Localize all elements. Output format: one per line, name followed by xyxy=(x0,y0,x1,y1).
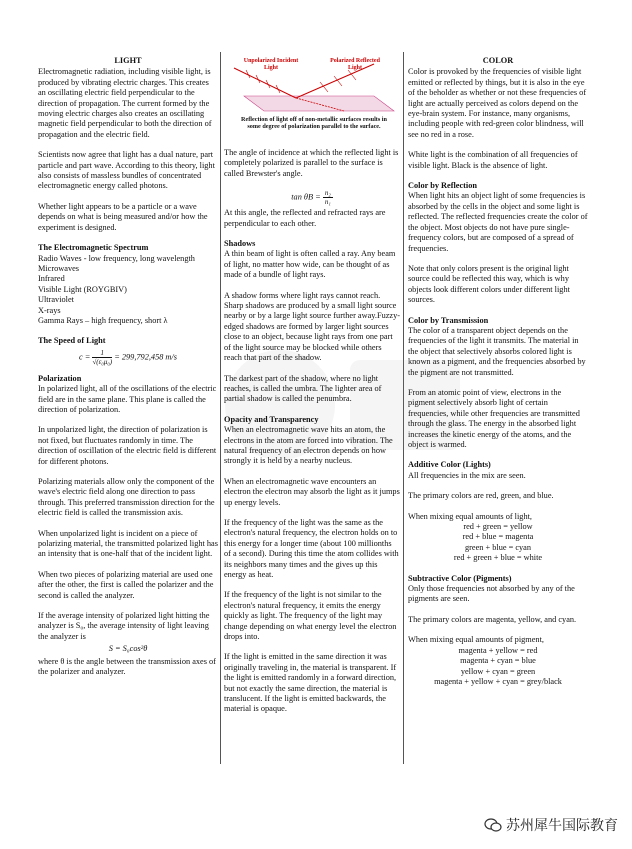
additive-paragraph-3: When mixing equal amounts of light, xyxy=(408,511,532,521)
speed-formula: c = $\frac{1}{\text{√(ε₀μ₀)}} = 299,792,458$ m/s xyxy=(79,348,177,366)
reflection-heading: Color by Reflection xyxy=(408,181,477,191)
subtractive-mix-line: magenta + cyan = blue xyxy=(460,656,536,666)
spectrum-heading: The Electromagnetic Spectrum xyxy=(38,243,149,253)
figure-label-unpolarized: Unpolarized Incident Light xyxy=(243,58,299,71)
additive-paragraph-2: The primary colors are red, green, and blue. xyxy=(408,491,554,501)
malus-formula: S = S₀cos²θ xyxy=(108,644,148,654)
subtractive-heading: Subtractive Color (Pigments) xyxy=(408,573,512,583)
additive-mix-line: red + blue = magenta xyxy=(462,532,534,542)
polarization-paragraph-2: In unpolarized light, the direction of polarization is not fixed, but fluctuates randomly in time. The direction of oscillation of the electric field is different for different photons. xyxy=(38,425,217,466)
shadows-paragraph-2: A shadow forms where light rays cannot reach. Sharp shadows are produced by a small light source nearby or by a large light source further away.Fuzzy-edged shadows are formed by larger light sources close to an object, because light rays from one part of the light source may be blocked while others reach that part of the shadow. xyxy=(224,290,401,363)
polarization-paragraph-5: When two pieces of polarizing material are used one after the other, the first is called the polarizer and the second is called the analyzer. xyxy=(38,569,214,600)
shadows-heading: Shadows xyxy=(224,239,256,249)
spectrum-item: Gamma Rays – high frequency, short λ xyxy=(38,315,168,325)
opacity-paragraph-3: If the frequency of the light was the same as the electron's natural frequency, the electron holds on to this energy for a longer time (about 100 millionths of a second). During this time the atom collides with its neighbors many times and the gives up this energy as heat. xyxy=(224,517,399,579)
figure-caption: Reflection of light off of non-metallic surfaces results in some degree of polarization parallel to the surface. xyxy=(241,116,387,131)
watermark-text: 苏州犀牛国际教育 xyxy=(506,818,618,834)
additive-heading: Additive Color (Lights) xyxy=(408,460,491,470)
subtractive-mix-line: magenta + yellow + cyan = grey/black xyxy=(434,676,562,686)
additive-mix-line: red + green = yellow xyxy=(463,522,533,532)
column-divider-2 xyxy=(403,52,404,764)
transmission-paragraph-2: From an atomic point of view, electrons in the pigment selectively absorb light of certain frequencies, while other frequencies are transmitted through the glass. The energy in the absorbed light increases the kinetic energy of the atoms, and the object is warmed. xyxy=(408,387,580,449)
polarization-heading: Polarization xyxy=(38,373,82,383)
wechat-icon xyxy=(484,818,502,832)
figure-label-polarized: Polarized Reflected Light xyxy=(330,58,380,71)
reflection-figure xyxy=(224,56,400,146)
column-polarization-shadows xyxy=(224,56,400,725)
polarization-paragraph-6: If the average intensity of polarized light hitting the analyzer is S₀, the average intensity of light leaving the analyzer is xyxy=(38,611,210,641)
subtractive-mix-line: yellow + cyan = green xyxy=(460,666,536,676)
reflection-paragraph-1: When light hits an object light of some frequencies is absorbed by the cells in the object and some light is reflected. The reflected frequencies create the color of the object. Most objects do not have pure single-frequency colors, but are composed of a spread of frequencies. xyxy=(408,191,588,253)
opacity-paragraph-2: When an electromagnetic wave encounters an electron the electron may absorb the light as it jumps up energy levels. xyxy=(224,476,400,507)
subtractive-mix-line: magenta + yellow = red xyxy=(458,645,538,655)
transmission-heading: Color by Transmission xyxy=(408,315,489,325)
color-paragraph-1: Color is provoked by the frequencies of visible light emitted or reflected by things, but it is also in the eye of the beholder as whether or not these frequencies of light are actually perceived as colors depend on the eye-brain system. For instance, many organisms, including people with red-green color blindness, will see no red in a rose. xyxy=(408,67,587,139)
subtractive-paragraph-3: When mixing equal amounts of pigment, xyxy=(408,635,544,645)
light-paragraph-2: Scientists now agree that light has a dual nature, part particle and part wave. According to this theory, light also consists of massless bundles of concentrated electromagnetic energy called photons. xyxy=(38,150,215,191)
brewster-formula: tan θB = $\frac{\text{n₂}}{\text{n₁}}$ xyxy=(291,189,331,207)
light-paragraph-1: Electromagnetic radiation, including visible light, is produced by vibrating electric charges. This creates an oscillating electric field perpendicular to the direction of propagation. The current formed by the moving electric charges also creates an oscillating magnetic field perpendicular to both the direction of propagation and the electric field. xyxy=(38,67,212,139)
transmission-paragraph-1: The color of a transparent object depends on the frequencies of the light it transmits. The material in the object that selectively absorbs colored light is known as a pigment, and the frequencies absorbed by the pigment are not transmitted. xyxy=(408,325,586,377)
opacity-paragraph-4: If the frequency of the light is not similar to the electron's natural frequency, it emits the energy quickly as light. The frequency of the light may change depending on what energy level the electron drops into. xyxy=(224,590,397,642)
polarization-paragraph-1: In polarized light, all of the oscillations of the electric field are in the same plane. This plane is called the direction of polarization. xyxy=(38,384,217,414)
subtractive-paragraph-1: Only those frequencies not absorbed by any of the pigments are seen. xyxy=(408,584,575,604)
brewster-paragraph: The angle of incidence at which the reflected light is completely polarized is parallel to the surface is called Brewster's angle. xyxy=(224,148,399,178)
additive-mix-line: green + blue = cyan xyxy=(464,542,532,552)
watermark xyxy=(484,815,618,835)
spectrum-item: Visible Light (ROYGBIV) xyxy=(38,284,127,294)
speed-heading: The Speed of Light xyxy=(38,336,106,346)
spectrum-item: X-rays xyxy=(38,305,61,315)
shadows-paragraph-1: A thin beam of light is often called a ray. Any beam of light, no matter how wide, can be thought of as made of a bundle of light rays. xyxy=(224,249,396,280)
shadows-paragraph-3: The darkest part of the shadow, where no light reaches, is called the umbra. The lighter area of partial shadow is called the penumbra. xyxy=(224,373,382,404)
spectrum-item: Ultraviolet xyxy=(38,295,74,305)
column-light xyxy=(38,56,218,688)
reflection-paragraph-2: Note that only colors present is the original light source could be reflected this way, which is why objects look different colors under different light sources. xyxy=(408,263,570,305)
opacity-heading: Opacity and Transparency xyxy=(224,414,319,424)
polarization-paragraph-4: When unpolarized light is incident on a piece of polarizing material, the transmitted polarized light has an intensity that is one-half that of the incident light. xyxy=(38,528,218,559)
spectrum-item: Radio Waves - low frequency, long wavelength xyxy=(38,253,195,263)
column-color xyxy=(408,56,588,687)
light-paragraph-3: Whether light appears to be a particle or a wave depends on what is being measured and/or how the experiment is designed. xyxy=(38,201,208,232)
polarization-paragraph-7: where θ is the angle between the transmission axes of the polarizer and analyzer. xyxy=(38,656,216,677)
polarization-paragraph-3: Polarizing materials allow only the component of the wave's electric field along one direction to pass through. This preferred transmission direction for the electric field is called the transmission axis. xyxy=(38,477,215,518)
opacity-paragraph-5: If the light is emitted in the same direction it was originally traveling in, the material is transparent. If the light is emitted randomly in a forward direction, but not exactly the same direction, the material is translucent. If the light is emitted backwards, the material is opaque. xyxy=(224,652,397,714)
spectrum-item: Infrared xyxy=(38,274,65,284)
spectrum-item: Microwaves xyxy=(38,263,80,273)
additive-paragraph-1: All frequencies in the mix are seen. xyxy=(408,470,526,480)
light-title: LIGHT xyxy=(114,56,142,65)
color-paragraph-2: White light is the combination of all frequencies of visible light. Black is the absence of light. xyxy=(408,150,578,170)
subtractive-paragraph-2: The primary colors are magenta, yellow, and cyan. xyxy=(408,614,577,624)
additive-mix-line: red + green + blue = white xyxy=(453,553,543,563)
color-title: COLOR xyxy=(482,56,514,65)
brewster-paragraph-2: At this angle, the reflected and refracted rays are perpendicular to each other. xyxy=(224,208,386,228)
column-divider-1 xyxy=(220,52,221,764)
opacity-paragraph-1: When an electromagnetic wave hits an atom, the electrons in the atom are forced into vibration. The natural frequency of an electron depends on how strongly it is held by a nearby nucleus. xyxy=(224,425,393,466)
